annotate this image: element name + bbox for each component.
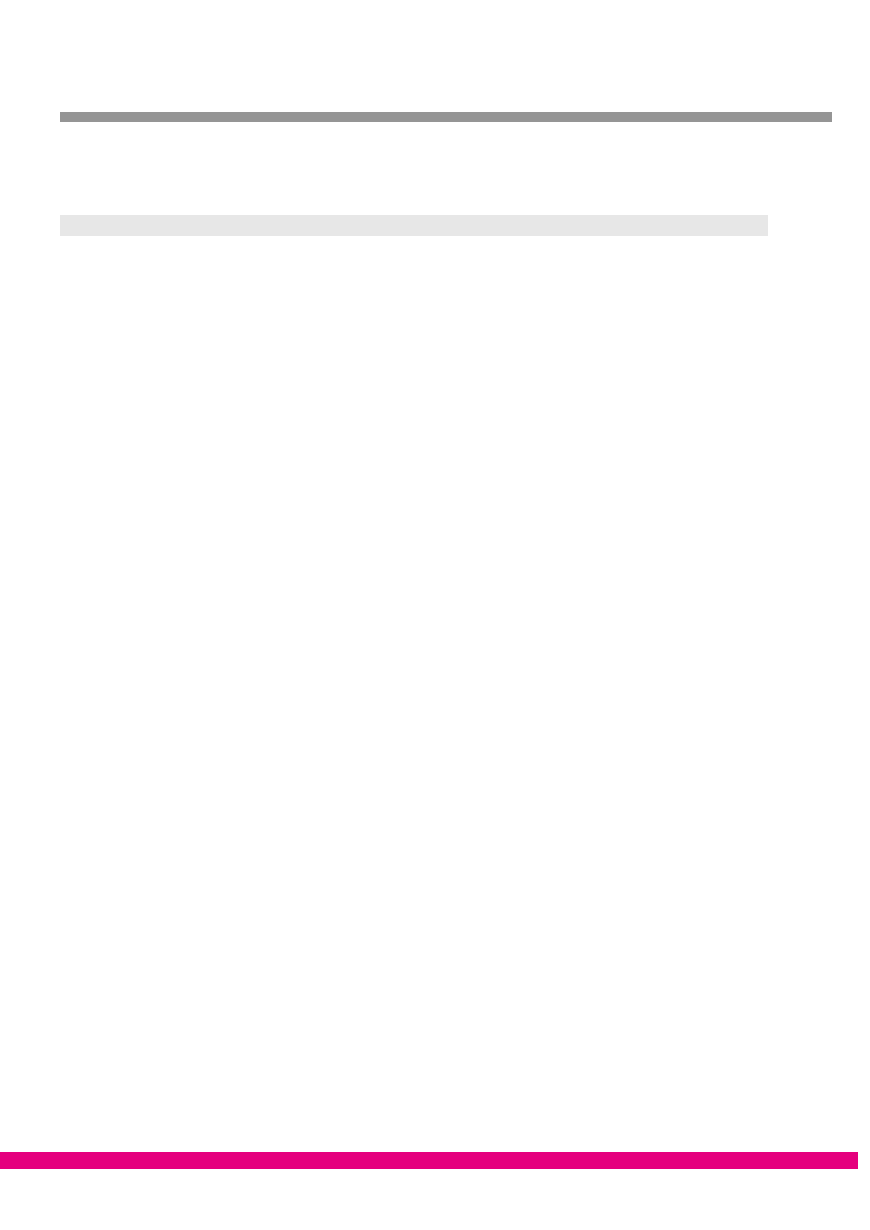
section-title bbox=[63, 147, 71, 163]
table-header-row bbox=[60, 215, 768, 236]
header-divider-bar bbox=[60, 112, 832, 122]
parameter-table bbox=[60, 215, 850, 252]
footer-accent-bar bbox=[0, 1152, 858, 1169]
